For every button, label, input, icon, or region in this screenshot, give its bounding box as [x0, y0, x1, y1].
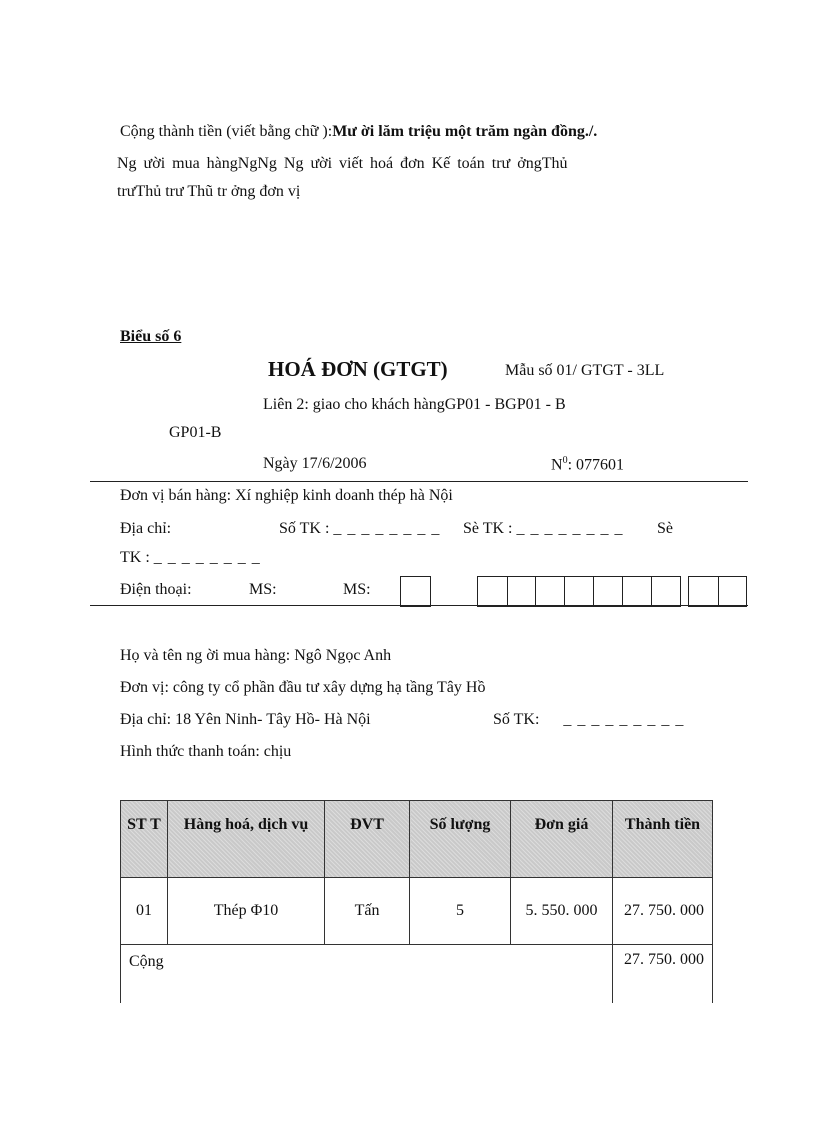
invoice-date [263, 455, 367, 473]
invoice-no-value: : 077601 [567, 456, 625, 474]
col-header-qty: Số lượng [410, 801, 511, 878]
seller-account-3 [120, 549, 261, 567]
invoice-title: HOÁ ĐƠN (GTGT) [268, 357, 448, 381]
tax-code-box [477, 576, 508, 607]
seller-account-1 [279, 520, 440, 538]
cell-unit: Tấn [325, 878, 410, 945]
tax-code-box [593, 576, 623, 607]
divider-top [90, 481, 748, 482]
cell-qty: 5 [410, 878, 511, 945]
account3-value: _ _ _ _ _ _ _ _ [153, 549, 261, 566]
signatures-line-2: trưThủ trư Thũ tr ởng đơn vị [117, 183, 301, 200]
account3-label: TK : [120, 549, 150, 566]
seller-phone-label: Điện thoại: [120, 581, 192, 598]
table-header-row [121, 801, 713, 878]
col-header-amount: Thành tiền [613, 801, 713, 878]
total-in-words-line [120, 123, 597, 141]
tax-code-label-1: MS: [249, 581, 277, 598]
tax-code-box [688, 576, 719, 607]
total-words-label: Cộng thành tiền (viết bằng chữ ): [120, 123, 333, 140]
invoice-items-table [120, 800, 713, 1003]
buyer-account-label: Số TK: [493, 711, 540, 728]
cell-stt: 01 [121, 878, 168, 945]
payment-method: Hình thức thanh toán: chịu [120, 743, 292, 760]
buyer-account-value: _ _ _ _ _ _ _ _ _ [563, 711, 685, 728]
buyer-org: Đơn vị: công ty cổ phần đầu tư xây dựng hạ tầng Tây Hồ [120, 679, 486, 696]
invoice-no-label: N [551, 456, 563, 474]
template-number: Mẫu số 01/ GTGT - 3LL [505, 362, 665, 379]
seller-name: Đơn vị bán hàng: Xí nghiệp kinh doanh thép hà Nội [120, 487, 453, 504]
signatures-line-1: Ng ười mua hàngNgNg Ng ười viết hoá đơn Kế toán trư ởngThủ [117, 155, 568, 172]
exhibit-label: Biểu số 6 [120, 328, 182, 345]
tax-code-box [564, 576, 594, 607]
cell-amount: 27. 750. 000 [613, 878, 713, 945]
total-amount: 27. 750. 000 [613, 945, 713, 1004]
table-total-row [121, 945, 713, 1004]
account2-value: _ _ _ _ _ _ _ _ [516, 520, 624, 537]
copy-line: Liên 2: giao cho khách hàngGP01 - BGP01 - B [263, 396, 566, 413]
col-header-price: Đơn giá [511, 801, 613, 878]
invoice-number [551, 455, 624, 474]
buyer-name: Họ và tên ng ời mua hàng: Ngô Ngọc Anh [120, 647, 392, 664]
tax-code-box [651, 576, 681, 607]
col-header-unit: ĐVT [325, 801, 410, 878]
table-row [121, 878, 713, 945]
col-header-stt: ST T [121, 801, 168, 878]
total-label: Cộng [121, 945, 613, 1004]
buyer-account [493, 711, 684, 729]
date-label: Ngày [263, 455, 298, 472]
total-words-value: Mư ời lăm triệu một trăm ngàn đồng./. [332, 123, 598, 140]
tax-code-label-2: MS: [343, 581, 371, 598]
date-value: 17/6/2006 [301, 455, 367, 472]
gp-code: GP01-B [169, 424, 222, 441]
seller-address-label: Địa chỉ: [120, 520, 172, 537]
cell-item: Thép Φ10 [168, 878, 325, 945]
buyer-address: Địa chỉ: 18 Yên Ninh- Tây Hồ- Hà Nội [120, 711, 371, 728]
seller-account-3-label: Sè [657, 520, 673, 537]
invoice-no-sup: 0 [562, 455, 568, 466]
account-value: _ _ _ _ _ _ _ _ [333, 520, 441, 537]
tax-code-box [717, 576, 747, 607]
divider-bottom [90, 605, 748, 606]
cell-price: 5. 550. 000 [511, 878, 613, 945]
seller-account-2 [463, 520, 623, 538]
account-label: Số TK : [279, 520, 330, 537]
account2-label: Sè TK : [463, 520, 513, 537]
tax-code-box [622, 576, 652, 607]
tax-code-box [535, 576, 565, 607]
col-header-item: Hàng hoá, dịch vụ [168, 801, 325, 878]
tax-code-box [506, 576, 536, 607]
tax-code-box [400, 576, 431, 607]
